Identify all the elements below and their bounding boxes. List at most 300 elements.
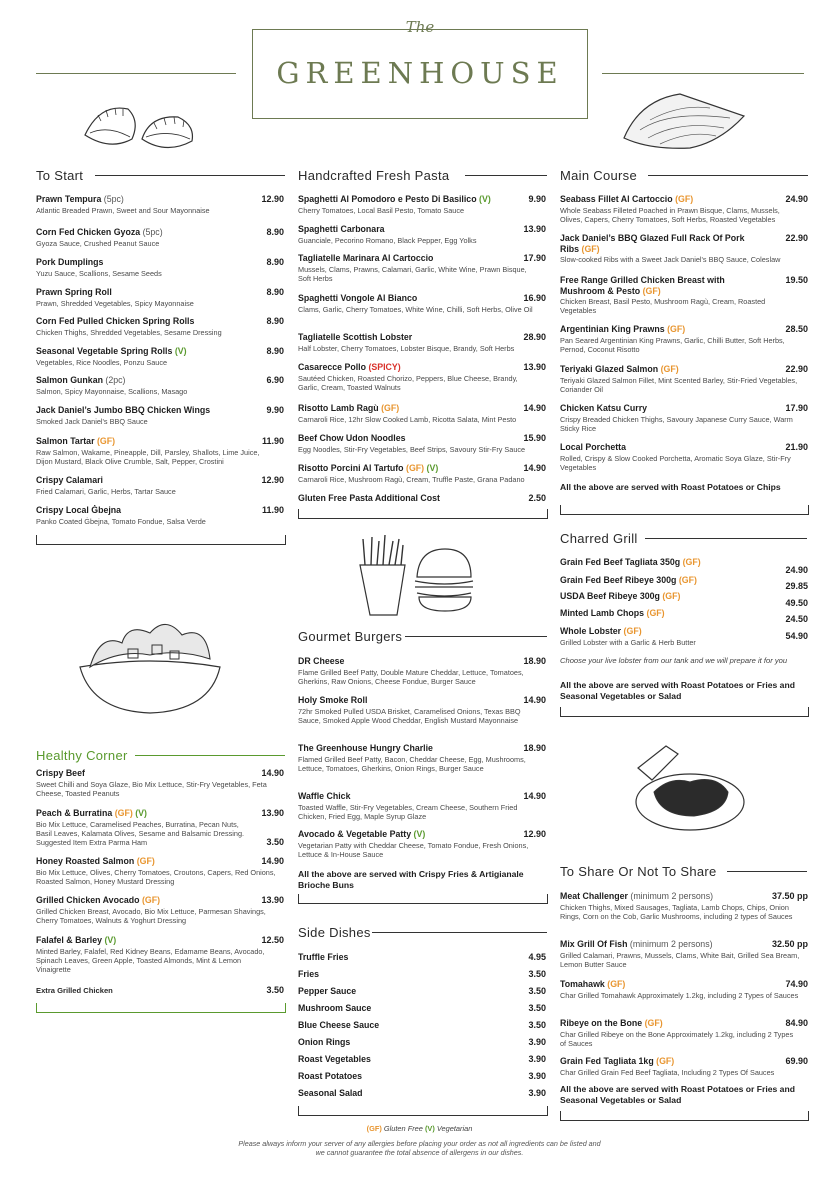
menu-item-description: Cherry Tomatoes, Local Basil Pesto, Tomato Sauce <box>298 205 465 215</box>
menu-item-description: Char Grilled Tomahawk Approximately 1.2kg, including 2 Types of Sauces <box>560 990 799 1000</box>
menu-item-price: 4.95 <box>528 952 546 962</box>
menu-item-price: 24.50 <box>785 614 808 624</box>
menu-item-description: Prawn, Shredded Vegetables, Spicy Mayonnaise <box>36 298 194 308</box>
menu-item-price: 3.90 <box>528 1071 546 1081</box>
item-name-text: Mix Grill Of Fish <box>560 939 628 949</box>
menu-item <box>36 895 284 925</box>
menu-item-price: 3.50 <box>528 1020 546 1030</box>
menu-item-name <box>36 194 284 205</box>
menu-item-name <box>36 808 284 819</box>
menu-item-price: 54.90 <box>785 631 808 641</box>
item-name-text: Risotto Porcini Al Tartufo <box>298 463 404 473</box>
menu-item-price: 14.90 <box>261 768 284 778</box>
gluten-free-tag: (GF) <box>581 243 600 254</box>
gluten-free-tag: (GF) <box>678 575 697 585</box>
menu-item-name <box>298 362 546 373</box>
item-name-text: Roast Potatoes <box>298 1071 363 1081</box>
item-name-text: Holy Smoke Roll <box>298 695 368 705</box>
gluten-free-tag: (GF) <box>381 403 400 413</box>
vegetarian-tag: (V) <box>479 194 491 204</box>
menu-item <box>36 257 284 278</box>
item-name-text: Local Porchetta <box>560 442 626 452</box>
main-bracket <box>560 505 809 515</box>
menu-item-description: Salmon, Spicy Mayonnaise, Scallions, Masago <box>36 386 188 396</box>
menu-item-name <box>298 463 546 474</box>
menu-item <box>36 346 284 367</box>
menu-item-name <box>560 1056 808 1067</box>
item-name-text: Casarecce Pollo <box>298 362 366 372</box>
item-name-text: Seabass Fillet Al Cartoccio <box>560 194 673 204</box>
gluten-free-tag: (GF) <box>682 557 701 567</box>
extra-grilled-chicken <box>36 985 284 997</box>
menu-item-price: 9.90 <box>266 405 284 415</box>
menu-item-description: Chicken Thighs, Shredded Vegetables, Sesame Dressing <box>36 327 222 337</box>
item-name-text: Honey Roasted Salmon <box>36 856 135 866</box>
sides-bracket <box>298 1106 548 1116</box>
menu-item-description: Clams, Garlic, Cherry Tomatoes, White Wine, Chilli, Soft Herbs, Olive Oil <box>298 304 533 314</box>
menu-item-price: 28.90 <box>523 332 546 342</box>
to-start-rule <box>95 175 285 176</box>
menu-item-price: 29.85 <box>785 581 808 591</box>
menu-item <box>36 768 284 798</box>
gluten-free-tag: (GF) <box>96 436 116 446</box>
menu-item <box>298 1071 546 1082</box>
extra-price: 3.50 <box>266 985 284 995</box>
item-portion: (5pc) <box>142 227 163 237</box>
item-name-text: Ribeye on the Bone <box>560 1018 643 1028</box>
menu-item-name <box>560 557 808 568</box>
section-title-sides: Side Dishes <box>298 925 371 940</box>
item-name-text: Seasonal Salad <box>298 1088 363 1098</box>
menu-item-name <box>36 287 284 298</box>
menu-item-price: 12.90 <box>523 829 546 839</box>
menu-item-name <box>560 233 808 254</box>
menu-item <box>36 194 284 215</box>
gluten-free-tag: (GF) <box>675 194 694 204</box>
menu-item-description: Bio Mix Lettuce, Olives, Cherry Tomatoes, Croutons, Capers, Red Onions, Roasted Salmon, Honey Mustard Dressing <box>36 867 276 886</box>
menu-item-name <box>298 1037 546 1048</box>
menu-item <box>298 743 546 773</box>
menu-item-name <box>560 403 808 414</box>
menu-item-description: Grilled Calamari, Prawns, Mussels, Clams, White Bait, Grilled Sea Bream, Lemon Butter Sauce <box>560 950 800 969</box>
menu-item-description: Raw Salmon, Wakame, Pineapple, Dill, Parsley, Shallots, Lime Juice, Dijon Mustard, Black Olive Crumble, Salt, Pepper, Crostini <box>36 447 260 466</box>
menu-item-description: Pan Seared Argentinian King Prawns, Garlic, Chilli Butter, Soft Herbs, Pernod, Coconut Risotto <box>560 335 785 354</box>
menu-item <box>298 1020 546 1031</box>
menu-item <box>560 591 808 608</box>
menu-item-name <box>36 405 284 416</box>
menu-item-name <box>560 626 808 637</box>
menu-item-name <box>298 952 546 963</box>
menu-item <box>560 442 808 472</box>
menu-item-description: Whole Seabass Filleted Poached in Prawn Bisque, Clams, Mussels, Olives, Capers, Cherry Tomatoes, Soft Herbs, Roasted Vegetables <box>560 205 780 224</box>
item-portion: (5pc) <box>103 194 124 204</box>
menu-item <box>36 405 284 426</box>
menu-item-name <box>36 856 284 867</box>
menu-item-name <box>298 194 546 205</box>
menu-item <box>298 253 546 283</box>
grill-rule <box>645 538 807 539</box>
menu-item-price: 14.90 <box>261 856 284 866</box>
gluten-free-tag: (GF) <box>644 1018 663 1028</box>
menu-item-description: Mussels, Clams, Prawns, Calamari, Garlic, White Wine, Prawn Bisque, Soft Herbs <box>298 264 527 283</box>
main-note: All the above are served with Roast Potatoes or Chips <box>560 482 781 492</box>
menu-item-description: Carnaroli Rice, 12hr Slow Cooked Lamb, Ricotta Salata, Mint Pesto <box>298 414 517 424</box>
item-name-text: Tagliatelle Scottish Lobster <box>298 332 413 342</box>
menu-item <box>36 287 284 308</box>
menu-item-description: Guanciale, Pecorino Romano, Black Pepper, Egg Yolks <box>298 235 477 245</box>
menu-item-name <box>298 433 546 444</box>
pasta-rule <box>465 175 547 176</box>
menu-item-price: 24.90 <box>785 565 808 575</box>
item-name-text: Roast Vegetables <box>298 1054 371 1064</box>
header-line-right <box>602 73 804 74</box>
pasta-bracket <box>298 509 548 519</box>
menu-item-price: 69.90 <box>785 1056 808 1066</box>
item-name-text: Onion Rings <box>298 1037 351 1047</box>
menu-item <box>560 233 808 264</box>
menu-item-name <box>36 475 284 486</box>
menu-item-price: 8.90 <box>266 316 284 326</box>
item-name-text: Crispy Calamari <box>36 475 103 485</box>
menu-item-name <box>560 608 808 619</box>
menu-item-name <box>36 346 284 357</box>
menu-item-name <box>560 364 808 375</box>
item-name-text: Prawn Tempura <box>36 194 102 204</box>
menu-item-price: 13.90 <box>261 808 284 818</box>
menu-item <box>36 808 284 847</box>
menu-item <box>298 952 546 963</box>
share-rule <box>727 871 807 872</box>
menu-item-price: 14.90 <box>523 463 546 473</box>
menu-item-description: Bio Mix Lettuce, Caramelised Peaches, Burratina, Pecan Nuts, Basil Leaves, Kalamata Olives, Sesame and Balsamic Dressing. Suggested Item Extra Parma Ham <box>36 819 245 847</box>
menu-item-price: 3.90 <box>528 1037 546 1047</box>
menu-item-name <box>36 375 284 386</box>
vegetarian-tag: (V) <box>426 463 439 473</box>
menu-item <box>298 224 546 245</box>
menu-item <box>560 194 808 224</box>
menu-item <box>36 316 284 337</box>
menu-item <box>298 493 546 504</box>
healthy-rule <box>135 755 285 756</box>
legend-v: (V) <box>424 1124 435 1133</box>
grill-note: All the above are served with Roast Potatoes or Fries and Seasonal Vegetables or Salad <box>560 680 795 701</box>
logo-name: GREENHOUSE <box>276 56 564 90</box>
menu-item-name <box>560 979 808 990</box>
menu-item-name <box>298 293 546 304</box>
menu-item <box>298 403 546 424</box>
menu-item-description: Teriyaki Glazed Salmon Fillet, Mint Scented Barley, Stir-Fried Vegetables, Coriander Oil <box>560 375 798 394</box>
logo-box <box>252 18 588 119</box>
menu-item-price: 14.90 <box>523 403 546 413</box>
item-name-text: Tomahawk <box>560 979 605 989</box>
legend-gf: (GF) <box>366 1124 382 1133</box>
menu-item-description: Char Grilled Grain Fed Beef Tagliata, Including 2 Types Of Sauces <box>560 1067 775 1077</box>
menu-item-name <box>560 591 808 602</box>
menu-item <box>560 324 808 354</box>
gluten-free-tag: (GF) <box>642 285 661 296</box>
menu-item <box>298 194 546 215</box>
item-name-text: Spaghetti Carbonara <box>298 224 385 234</box>
menu-item-price: 22.90 <box>785 364 808 374</box>
menu-item <box>560 575 808 591</box>
menu-item-description: Panko Coated Ġbejna, Tomato Fondue, Salsa Verde <box>36 516 206 526</box>
menu-item-price: 8.90 <box>266 287 284 297</box>
menu-item-name <box>36 935 284 946</box>
menu-item <box>298 332 546 353</box>
gluten-free-tag: (GF) <box>660 364 679 374</box>
item-name-text: Grain Fed Tagliata 1kg <box>560 1056 654 1066</box>
menu-item-name <box>298 1054 546 1065</box>
menu-item <box>298 969 546 980</box>
item-name-text: Corn Fed Chicken Gyoza <box>36 227 141 237</box>
item-name-text: Mushroom Sauce <box>298 1003 372 1013</box>
menu-item <box>298 463 546 484</box>
menu-item-name <box>36 505 284 516</box>
menu-item-name <box>298 253 546 264</box>
menu-item-price: 17.90 <box>523 253 546 263</box>
menu-item <box>298 791 546 821</box>
menu-item-price: 17.90 <box>785 403 808 413</box>
menu-item-description: Half Lobster, Cherry Tomatoes, Lobster Bisque, Brandy, Soft Herbs <box>298 343 515 353</box>
menu-item-price: 11.90 <box>261 436 284 446</box>
item-name-text: The Greenhouse Hungry Charlie <box>298 743 433 753</box>
extra-item-price: 3.50 <box>266 836 284 847</box>
menu-item-price: 3.90 <box>528 1054 546 1064</box>
main-rule <box>648 175 808 176</box>
menu-item-name <box>298 493 546 504</box>
menu-item <box>298 656 546 686</box>
item-name-text: USDA Beef Ribeye 300g <box>560 591 660 601</box>
menu-item <box>36 935 284 974</box>
menu-item <box>298 362 546 392</box>
item-name-text: Minted Lamb Chops <box>560 608 645 618</box>
menu-item <box>36 505 284 526</box>
item-name-text: Jack Daniel’s Jumbo BBQ Chicken Wings <box>36 405 211 415</box>
item-name-text: Pepper Sauce <box>298 986 357 996</box>
menu-item-name <box>298 743 546 754</box>
menu-item-description: Flamed Grilled Beef Patty, Bacon, Cheddar Cheese, Egg, Mushrooms, Lettuce, Tomatoes, Gherkins, Onion Rings, Burger Sauce <box>298 754 526 773</box>
menu-item-description: Sautéed Chicken, Roasted Chorizo, Peppers, Blue Cheese, Brandy, Garlic, Cream, Toasted Walnuts <box>298 373 518 392</box>
item-name-text: Beef Chow Udon Noodles <box>298 433 406 443</box>
menu-item-description: Flame Grilled Beef Patty, Double Mature Cheddar, Lettuce, Tomatoes, Gherkins, Raw Onions, Cheese Fondue, Burger Sauce <box>298 667 524 686</box>
menu-item-price: 3.90 <box>528 1088 546 1098</box>
item-name-text: Tagliatelle Marinara Al Cartoccio <box>298 253 434 263</box>
share-bracket <box>560 1111 809 1121</box>
menu-item-price: 18.90 <box>523 656 546 666</box>
item-name-text: Grain Fed Beef Ribeye 300g <box>560 575 677 585</box>
menu-item-name <box>560 324 808 335</box>
item-name-text: Crispy Local Ġbejna <box>36 505 122 515</box>
menu-item-price: 16.90 <box>523 293 546 303</box>
menu-item-description: Smoked Jack Daniel's BBQ Sauce <box>36 416 148 426</box>
dumplings-illustration <box>80 95 200 157</box>
menu-item <box>36 436 284 466</box>
menu-item <box>560 1018 808 1048</box>
menu-item <box>298 1037 546 1048</box>
gluten-free-tag: (GF) <box>656 1056 675 1066</box>
gluten-free-tag: (GF) <box>646 608 665 618</box>
grill-italic-note: Choose your live lobster from our tank and we will prepare it for you <box>560 656 788 665</box>
burgers-note: All the above are served with Crispy Fries & Artigianale Brioche Buns <box>298 869 524 890</box>
menu-item-price: 49.50 <box>785 598 808 608</box>
menu-item-price: 9.90 <box>528 194 546 204</box>
item-portion: (minimum 2 persons) <box>630 891 714 901</box>
item-portion: (minimum 2 persons) <box>629 939 713 949</box>
menu-item-name <box>298 969 546 980</box>
menu-item-description: Chicken Breast, Basil Pesto, Mushroom Ragù, Cream, Roasted Vegetables <box>560 297 766 316</box>
footer-line-2: we cannot guarantee the total absence of allergens in our dishes. <box>315 1148 524 1158</box>
section-title-burgers: Gourmet Burgers <box>298 629 403 644</box>
gluten-free-tag: (GF) <box>607 979 626 989</box>
legend-v-text: Vegetarian <box>436 1124 473 1133</box>
menu-item-description: Gyoza Sauce, Crushed Peanut Sauce <box>36 238 160 248</box>
item-name-text: Seasonal Vegetable Spring Rolls <box>36 346 173 356</box>
menu-item-price: 3.50 <box>528 1003 546 1013</box>
menu-item-description: Grilled Chicken Breast, Avocado, Bio Mix Lettuce, Parmesan Shavings, Cherry Tomatoes, Walnuts & Yoghurt Dressing <box>36 906 266 925</box>
menu-item-description: Rolled, Crispy & Slow Cooked Porchetta, Aromatic Soya Glaze, Stir-Fry Vegetables <box>560 453 791 472</box>
item-name-text: Argentinian King Prawns <box>560 324 665 334</box>
menu-item-price: 6.90 <box>266 375 284 385</box>
salmon-fillet-illustration <box>620 90 748 150</box>
menu-item-name <box>36 895 284 906</box>
menu-item-price: 13.90 <box>523 224 546 234</box>
menu-item-price: 22.90 <box>785 233 808 243</box>
menu-item-name <box>298 1020 546 1031</box>
menu-item-name <box>298 829 546 840</box>
menu-item-description: Crispy Breaded Chicken Thighs, Savoury Japanese Curry Sauce, Warm Sticky Rice <box>560 414 793 433</box>
item-name-text: Corn Fed Pulled Chicken Spring Rolls <box>36 316 195 326</box>
burger-fries-illustration <box>355 535 475 617</box>
healthy-bracket <box>36 1003 286 1013</box>
menu-item-price: 12.90 <box>261 475 284 485</box>
to-start-bracket <box>36 535 286 545</box>
menu-item-price: 13.90 <box>261 895 284 905</box>
item-name-text: Grain Fed Beef Tagliata 350g <box>560 557 681 567</box>
menu-item <box>560 557 808 575</box>
item-name-text: Grilled Chicken Avocado <box>36 895 140 905</box>
item-name-text: Teriyaki Glazed Salmon <box>560 364 659 374</box>
menu-item-name <box>298 695 546 706</box>
menu-item-description: Vegetarian Patty with Cheddar Cheese, Tomato Fondue, Fresh Onions, Lettuce & In-House Sauce <box>298 840 529 859</box>
item-name-text: Gluten Free Pasta Additional Cost <box>298 493 440 503</box>
spicy-tag: (SPICY) <box>368 362 401 372</box>
item-name-text: Free Range Grilled Chicken Breast with Mushroom & Pesto <box>560 275 725 296</box>
item-name-text: Blue Cheese Sauce <box>298 1020 380 1030</box>
menu-item-price: 19.50 <box>785 275 808 285</box>
item-name-text: Jack Daniel’s BBQ Glazed Full Rack Of Pork Ribs <box>560 233 745 254</box>
item-name-text: Fries <box>298 969 320 979</box>
item-name-text: DR Cheese <box>298 656 345 666</box>
burgers-bracket <box>298 894 548 904</box>
menu-item-description: Yuzu Sauce, Scallions, Sesame Seeds <box>36 268 162 278</box>
section-title-grill: Charred Grill <box>560 531 638 546</box>
item-name-text: Meat Challenger <box>560 891 628 901</box>
header-line-left <box>36 73 236 74</box>
menu-item-price: 13.90 <box>523 362 546 372</box>
menu-item-price: 21.90 <box>785 442 808 452</box>
vegetarian-tag: (V) <box>104 935 117 945</box>
menu-item <box>36 375 284 396</box>
menu-item <box>560 979 808 1000</box>
gluten-free-tag: (GF) <box>141 895 161 905</box>
menu-item-name <box>560 275 808 296</box>
menu-item-description: Egg Noodles, Stir-Fry Vegetables, Beef Strips, Savoury Stir-Fry Sauce <box>298 444 526 454</box>
menu-item-price: 8.90 <box>266 257 284 267</box>
menu-item-name <box>298 1071 546 1082</box>
menu-item <box>560 403 808 433</box>
sides-rule <box>372 932 547 933</box>
menu-item-price: 3.50 <box>528 969 546 979</box>
menu-item <box>298 1088 546 1099</box>
menu-item-name <box>560 575 808 586</box>
section-title-main: Main Course <box>560 168 637 183</box>
menu-item-name <box>298 332 546 343</box>
menu-item-name <box>36 436 284 447</box>
menu-item-name <box>298 656 546 667</box>
menu-item-price: 15.90 <box>523 433 546 443</box>
menu-item-name <box>36 316 284 327</box>
menu-item-name <box>298 1088 546 1099</box>
menu-item <box>36 227 284 248</box>
section-title-to-start: To Start <box>36 168 84 183</box>
item-name-text: Waffle Chick <box>298 791 351 801</box>
gluten-free-tag: (GF) <box>623 626 642 636</box>
menu-item-description: Carnaroli Rice, Mushroom Ragù, Cream, Truffle Paste, Grana Padano <box>298 474 525 484</box>
menu-item <box>298 1054 546 1065</box>
menu-item <box>36 856 284 886</box>
menu-item-price: 84.90 <box>785 1018 808 1028</box>
menu-item-price: 32.50 pp <box>771 939 808 949</box>
item-name-text: Risotto Lamb Ragù <box>298 403 379 413</box>
menu-item-price: 24.90 <box>785 194 808 204</box>
menu-item <box>298 293 546 314</box>
menu-item-description: Chicken Thighs, Mixed Sausages, Tagliata, Lamb Chops, Chips, Onion Rings, Corn on the Cob, Garlic Mushrooms, including 2 types of Sauces <box>560 902 793 921</box>
grill-bracket <box>560 707 809 717</box>
menu-item-name <box>560 442 808 453</box>
menu-item-name <box>298 986 546 997</box>
item-name-text: Prawn Spring Roll <box>36 287 112 297</box>
steak-board-illustration <box>630 740 750 835</box>
menu-item-description: Char Grilled Ribeye on the Bone Approximately 1.2kg, including 2 Types of Sauces <box>560 1029 794 1048</box>
menu-item-name <box>36 768 284 779</box>
dietary-legend <box>0 1124 839 1133</box>
section-title-healthy: Healthy Corner <box>36 748 128 763</box>
menu-item-description: Fried Calamari, Garlic, Herbs, Tartar Sauce <box>36 486 176 496</box>
menu-item <box>298 433 546 454</box>
menu-item-description: 72hr Smoked Pulled USDA Brisket, Caramelised Onions, Texas BBQ Sauce, Smoked Apple Wood Cheddar, English Mustard Mayonnaise <box>298 706 521 725</box>
menu-item-price: 14.90 <box>523 695 546 705</box>
burgers-rule <box>405 636 547 637</box>
item-name-text: Whole Lobster <box>560 626 622 636</box>
menu-item-name <box>560 891 808 902</box>
menu-item-price: 3.50 <box>528 986 546 996</box>
item-name-text: Truffle Fries <box>298 952 349 962</box>
item-name-text: Spaghetti Vongole Al Bianco <box>298 293 418 303</box>
section-title-share: To Share Or Not To Share <box>560 864 717 879</box>
gluten-free-tag: (GF) <box>662 591 681 601</box>
menu-item-name <box>560 194 808 205</box>
menu-item-name <box>560 1018 808 1029</box>
menu-item-price: 2.50 <box>528 493 546 503</box>
menu-item-description: Sweet Chilli and Soya Glaze, Bio Mix Lettuce, Stir-Fry Vegetables, Feta Cheese, Toasted Peanuts <box>36 779 267 798</box>
menu-item <box>36 475 284 496</box>
menu-item-price: 8.90 <box>266 346 284 356</box>
menu-item-description: Vegetables, Rice Noodles, Ponzu Sauce <box>36 357 168 367</box>
item-name-text: Spaghetti Al Pomodoro e Pesto Di Basilico <box>298 194 477 204</box>
gluten-free-tag: (GF) <box>114 808 133 818</box>
menu-item-name <box>36 227 284 238</box>
item-name-text: Pork Dumplings <box>36 257 104 267</box>
